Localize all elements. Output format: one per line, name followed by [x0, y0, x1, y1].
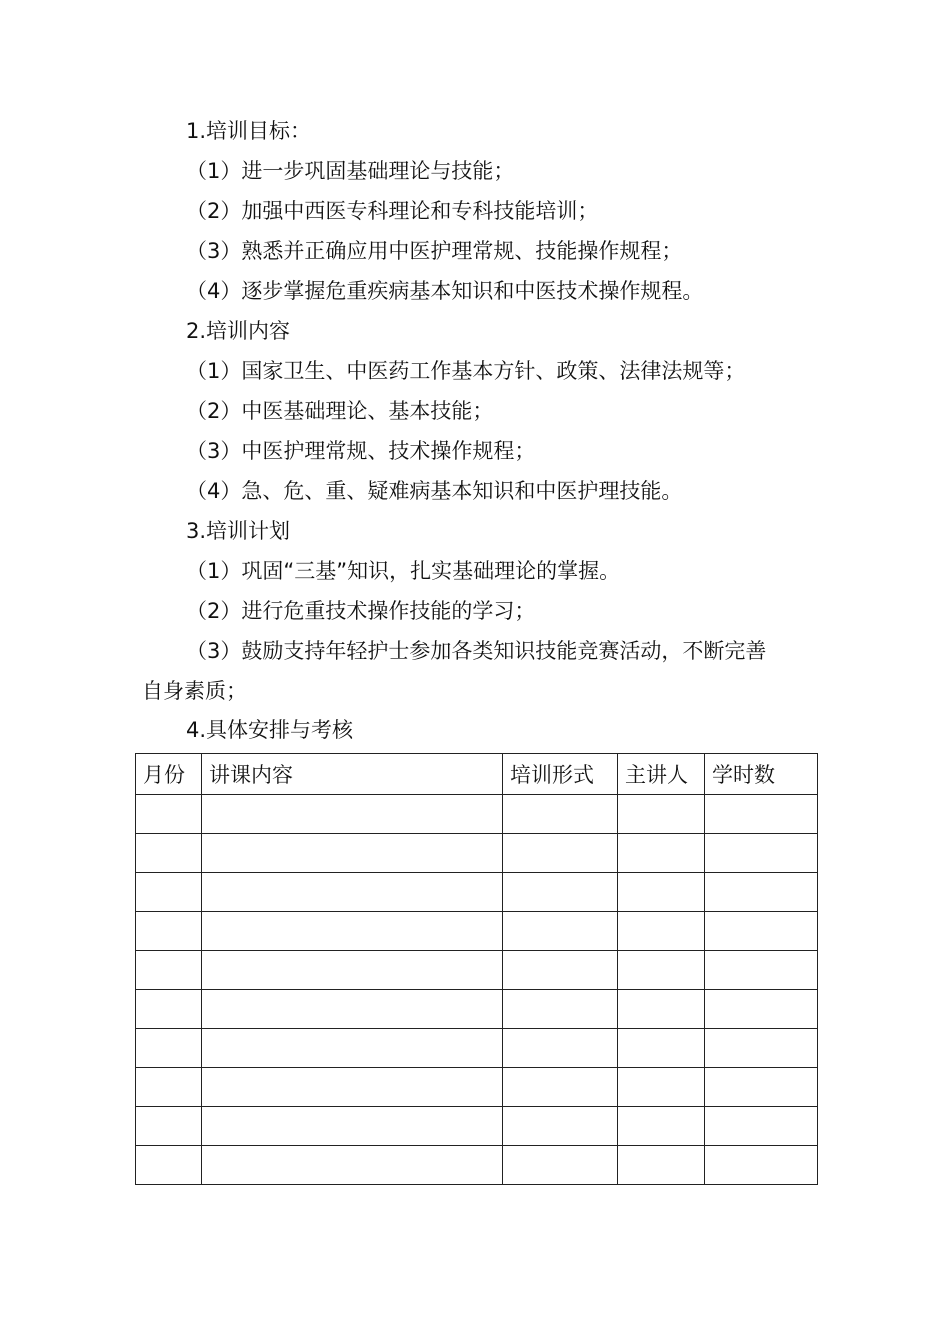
cell-month [136, 990, 202, 1029]
table-row [136, 951, 818, 990]
table-row [136, 990, 818, 1029]
section-4-heading: 4.具体安排与考核 [186, 718, 354, 742]
cell-format [503, 1107, 618, 1146]
cell-hours [705, 912, 818, 951]
cell-hours [705, 951, 818, 990]
cell-month [136, 1146, 202, 1185]
section-3-item-1: （1）巩固“三基”知识，扎实基础理论的掌握。 [186, 559, 621, 583]
cell-hours [705, 1029, 818, 1068]
cell-month [136, 834, 202, 873]
cell-lecturer [618, 912, 705, 951]
cell-content [202, 873, 503, 912]
cell-lecturer [618, 873, 705, 912]
table-header-row [136, 754, 818, 795]
schedule-table [135, 753, 818, 1185]
cell-lecturer [618, 1146, 705, 1185]
header-content: 讲课内容 [202, 754, 503, 795]
table-row [136, 912, 818, 951]
section-2-item-4: （4）急、危、重、疑难病基本知识和中医护理技能。 [186, 479, 683, 503]
header-format: 培训形式 [503, 754, 618, 795]
table-row [136, 795, 818, 834]
section-1-item-3: （3）熟悉并正确应用中医护理常规、技能操作规程； [186, 239, 683, 263]
cell-content [202, 1107, 503, 1146]
cell-content [202, 1068, 503, 1107]
section-2-heading: 2.培训内容 [186, 319, 291, 343]
cell-content [202, 834, 503, 873]
cell-hours [705, 873, 818, 912]
cell-month [136, 795, 202, 834]
cell-lecturer [618, 951, 705, 990]
cell-content [202, 912, 503, 951]
header-lecturer: 主讲人 [618, 754, 705, 795]
cell-lecturer [618, 990, 705, 1029]
table-row [136, 1068, 818, 1107]
section-1-item-4: （4）逐步掌握危重疾病基本知识和中医技术操作规程。 [186, 279, 704, 303]
cell-format [503, 990, 618, 1029]
section-2-item-2: （2）中医基础理论、基本技能； [186, 399, 494, 423]
cell-content [202, 990, 503, 1029]
cell-month [136, 1068, 202, 1107]
cell-lecturer [618, 1068, 705, 1107]
section-3-item-2: （2）进行危重技术操作技能的学习； [186, 599, 536, 623]
table-row [136, 1146, 818, 1185]
cell-format [503, 834, 618, 873]
cell-format [503, 1068, 618, 1107]
section-1-item-1: （1）进一步巩固基础理论与技能； [186, 159, 515, 183]
cell-content [202, 1029, 503, 1068]
table-row [136, 1107, 818, 1146]
cell-content [202, 1146, 503, 1185]
cell-hours [705, 795, 818, 834]
cell-lecturer [618, 1107, 705, 1146]
cell-format [503, 951, 618, 990]
section-3-heading: 3.培训计划 [186, 519, 291, 543]
section-2-item-3: （3）中医护理常规、技术操作规程； [186, 439, 536, 463]
cell-lecturer [618, 795, 705, 834]
cell-format [503, 912, 618, 951]
cell-lecturer [618, 834, 705, 873]
table-row [136, 873, 818, 912]
cell-format [503, 795, 618, 834]
cell-format [503, 873, 618, 912]
section-1-item-2: （2）加强中西医专科理论和专科技能培训； [186, 199, 599, 223]
cell-format [503, 1029, 618, 1068]
cell-month [136, 1107, 202, 1146]
table-body [136, 795, 818, 1185]
cell-format [503, 1146, 618, 1185]
section-3-item-3-continuation: 自身素质； [142, 679, 247, 703]
cell-lecturer [618, 1029, 705, 1068]
table-row [136, 1029, 818, 1068]
cell-month [136, 951, 202, 990]
table-row [136, 834, 818, 873]
cell-hours [705, 990, 818, 1029]
cell-hours [705, 1068, 818, 1107]
cell-hours [705, 1107, 818, 1146]
section-1-heading: 1.培训目标： [186, 119, 312, 143]
cell-month [136, 1029, 202, 1068]
header-month: 月份 [136, 754, 202, 795]
section-2-item-1: （1）国家卫生、中医药工作基本方针、政策、法律法规等； [186, 359, 746, 383]
cell-hours [705, 1146, 818, 1185]
cell-content [202, 795, 503, 834]
cell-month [136, 912, 202, 951]
header-hours: 学时数 [705, 754, 818, 795]
cell-content [202, 951, 503, 990]
cell-month [136, 873, 202, 912]
section-3-item-3: （3）鼓励支持年轻护士参加各类知识技能竞赛活动，不断完善 [186, 639, 767, 663]
cell-hours [705, 834, 818, 873]
